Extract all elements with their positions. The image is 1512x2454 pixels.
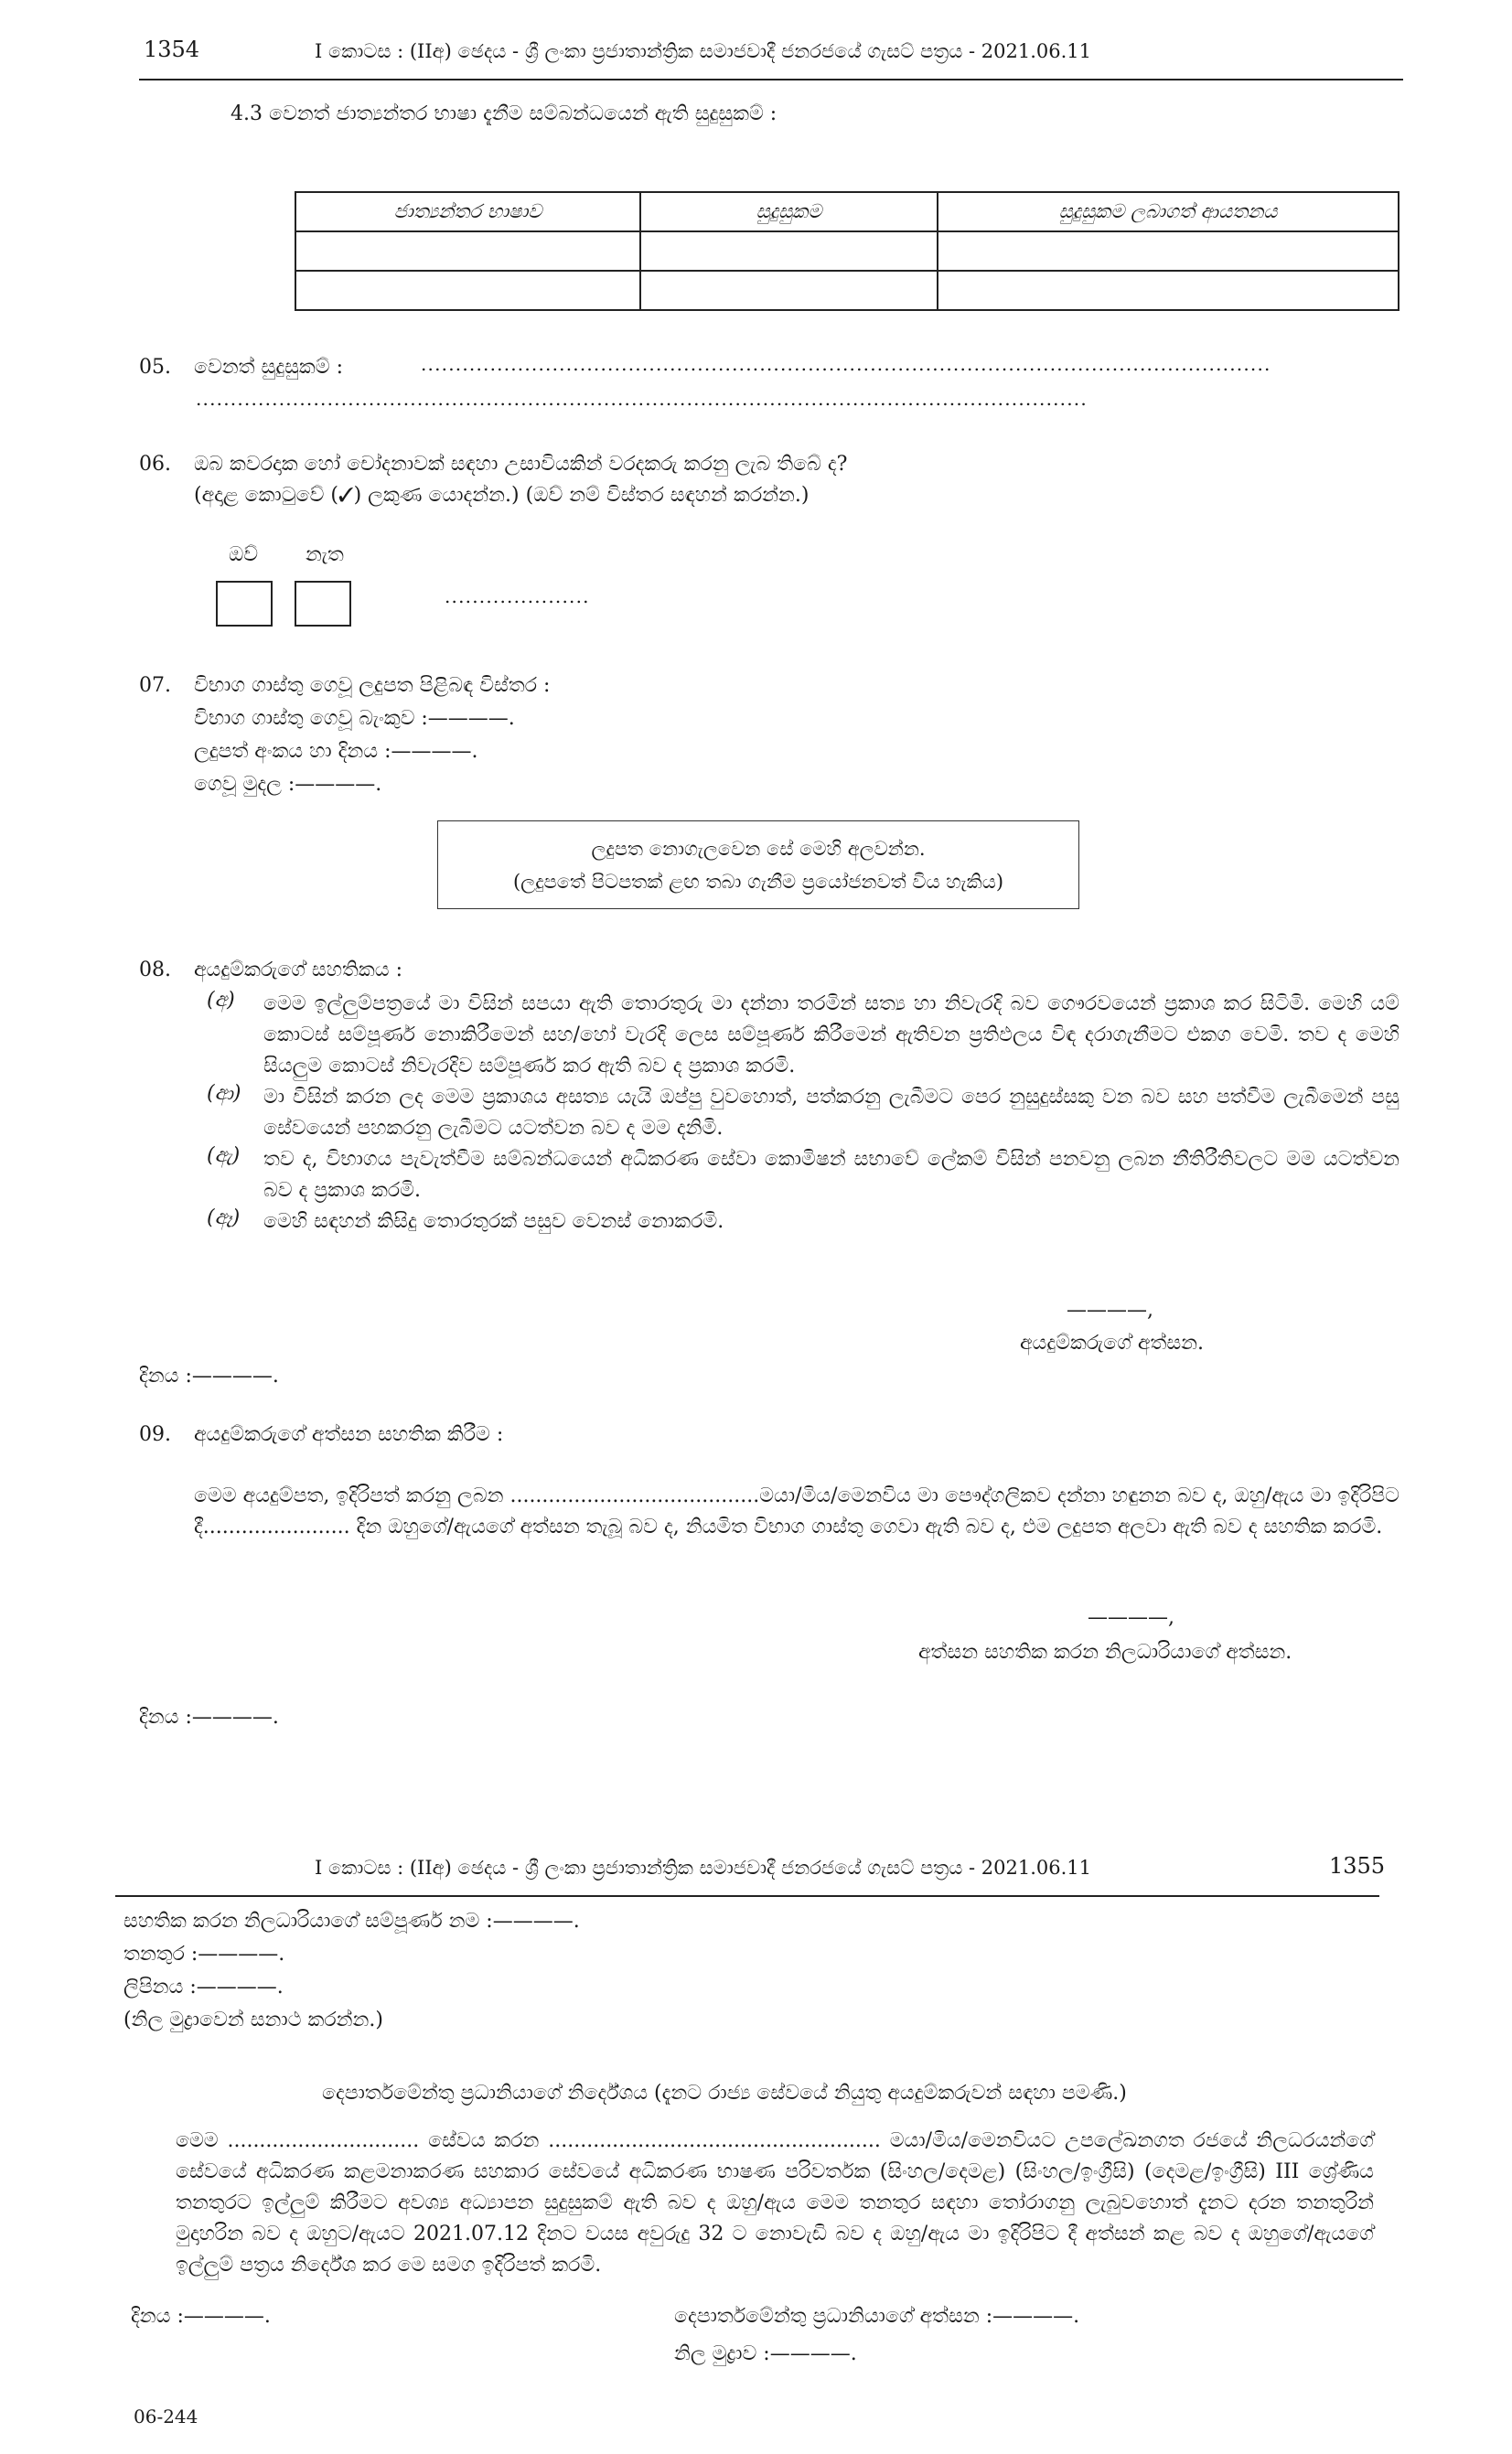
section-06-question: ඔබ කවරදාක හෝ චෝදනාවක් සඳහා උසාවියකින් වරදකරු කරනු ලැබ තිබේ ද? <box>194 453 848 476</box>
clause-aee-text: මෙහි සඳහන් කිසිදු තොරතුරක් පසුව වෙනස් නොකරමි. <box>263 1210 724 1233</box>
date-field-2[interactable]: දිනය :————. <box>139 1706 279 1729</box>
table-cell[interactable] <box>938 231 1399 271</box>
section-05-number: 05. <box>139 356 171 379</box>
section-09-text: මෙම අයදුම්පත, ඉදිරිපත් කරනු ලබන .......................................මයා/මිය/මෙනවිය මා පෞද්ගලිකව දන්නා හඳුනන බව ද, ඔහු/ඇය මා ඉදිරිපිට දී....................... දින ඔහුගේ/ඇයගේ අත්සන තැබූ බව ද, නියමිත විභාග ගාස්තු ගෙවා ඇති බව ද, එම ලදුපත අලවා ඇති බව ද සහතික කරමි. <box>194 1484 1399 1538</box>
no-checkbox[interactable] <box>295 581 351 627</box>
table-cell[interactable] <box>295 231 640 271</box>
yes-label: ඔව් <box>229 543 259 566</box>
page-header-2: I කොටස : (IIඅ) ඡෙදය - ශ්‍රී ලංකා ප්‍රජාතාන්ත්‍රික සමාජවාදී ජනරජයේ ගැසට් පත්‍රය - 2021.06.11 <box>315 1857 1092 1879</box>
section-4-3-title: 4.3 වෙනත් ජාත්‍යන්තර භාෂා දැනීම සම්බන්ධයෙන් ඇති සුදුසුකම් : <box>231 102 777 125</box>
header-rule-2 <box>115 1895 1379 1897</box>
certifier-address-field[interactable]: ලිපිනය :————. <box>123 1976 284 1999</box>
applicant-signature-line[interactable]: ————, <box>1067 1299 1153 1322</box>
fee-bank-field[interactable]: විභාග ගාස්තු ගෙවූ බැංකුව :————. <box>194 707 515 730</box>
section-07-number: 07. <box>139 674 171 697</box>
date-field-3[interactable]: දිනය :————. <box>131 2305 271 2328</box>
col-header-qualification: සුදුසුකම <box>640 192 938 231</box>
applicant-signature-label: අයදුම්කරුගේ අත්සන. <box>1020 1332 1205 1355</box>
table-cell[interactable] <box>295 271 640 310</box>
no-label: නැත <box>306 543 344 566</box>
footer-code: 06-244 <box>134 2406 198 2427</box>
clause-ae-text: තව ද, විභාගය පැවැත්වීම සම්බන්ධයෙන් අධිකරණ සේවා කොමිෂන් සභාවේ ලේකම් විසින් පනවනු ලබන නීතිරීතිවලට මම යටත්වන බව ද ප්‍රකාශ කරමි. <box>263 1148 1399 1202</box>
dept-recommendation-text: මෙම .............................. සේවය කරන .................................................... මයා/මිය/මෙනවියට උපලේඛනගත රජයේ නිලධරයන්ගේ සේවයේ අධිකරණ කළමනාකරණ සහකාර සේවයේ අධිකරණ භාෂණ පරිවර්තක (සිංහල/දෙමළ) (සිංහල/ඉංග්‍රීසි) (දෙමළ/ඉංග්‍රීසි) III ශ්‍රේණිය තනතුරට ඉල්ලුම් කිරීමට අවශ්‍ය අධ්‍යාපන සුදුසුකම් ඇති බව ද ඔහු/ඇය මෙම තනතුර සඳහා තෝරාගනු ලැබුවහොත් දැනට දරන තනතුරින් මුදාහරින බව ද ඔහුට/ඇයට 2021.07.12 දිනට වයස අවුරුදු 32 ට නොවැඩි බව ද ඔහු/ඇය මා ඉදිරිපිට දී අත්සන් කළ බව ද ඔහුගේ/ඇයගේ ඉල්ලුම් පත්‍රය නිර්දේශ කර මෙ සමග ඉදිරිපත් කරමි. <box>176 2129 1374 2277</box>
section-05-label: වෙනත් සුදුසුකම් : <box>194 356 344 379</box>
section-06-instructions: (අදාළ කොටුවේ (✓) ලකුණ යොදන්න.) (ඔව් නම් විස්තර සඳහන් කරන්න.) <box>194 484 810 507</box>
clause-a-marker: (අ) <box>207 989 235 1012</box>
page-number: 1354 <box>144 37 200 62</box>
clause-aee-marker: (ඈ) <box>207 1206 241 1229</box>
receipt-number-date-field[interactable]: ලදුපත් අංකය හා දිනය :————. <box>194 740 478 763</box>
table-row <box>295 231 1399 271</box>
clause-aa-text: මා විසින් කරන ලද මෙම ප්‍රකාශය අසත්‍ය යැයි ඔප්පු වුවහොත්, පත්කරනු ලැබීමට පෙර නුසුදුස්සකු වන බව සහ පත්වීම ලැබීමෙන් පසු සේවයෙන් පහකරනු ලැබීමට යටත්වන බව ද මම දනිමි. <box>263 1086 1399 1140</box>
certifier-signature-line[interactable]: ————, <box>1088 1606 1174 1629</box>
certifier-signature-label: අත්සන සහතික කරන නිලධාරියාගේ අත්සන. <box>918 1641 1292 1664</box>
section-06-number: 06. <box>139 453 171 476</box>
clause-aa-marker: (ආ) <box>207 1082 241 1105</box>
dept-head-signature-field[interactable]: දෙපාර්තමේන්තු ප්‍රධානියාගේ අත්සන :————. <box>674 2305 1080 2328</box>
table-cell[interactable] <box>640 271 938 310</box>
section-08-title: අයදුම්කරුගේ සහතිකය : <box>194 959 403 981</box>
certifier-full-name-field[interactable]: සහතික කරන නිලධාරියාගේ සම්පූර්ණ නම :————. <box>123 1910 580 1933</box>
table-cell[interactable] <box>938 271 1399 310</box>
section-07-title: විභාග ගාස්තු ගෙවූ ලදුපත පිළිබඳ විස්තර : <box>194 674 551 697</box>
table-cell[interactable] <box>640 231 938 271</box>
receipt-paste-box[interactable] <box>437 820 1079 909</box>
receipt-box-note: (ලදුපතේ පිටපතක් ළඟ තබා ගැනීම ප්‍රයෝජනවත් විය හැකිය) <box>512 871 1004 893</box>
page-header: I කොටස : (IIඅ) ඡෙදය - ශ්‍රී ලංකා ප්‍රජාතාන්ත්‍රික සමාජවාදී ජනරජයේ ගැසට් පත්‍රය - 2021.06.11 <box>315 40 1092 62</box>
clause-ae-marker: (ඇ) <box>207 1144 241 1167</box>
page-number-2: 1355 <box>1329 1853 1386 1879</box>
section-08-number: 08. <box>139 959 171 981</box>
official-seal-field[interactable]: නිල මුද්‍රාව :————. <box>674 2342 857 2365</box>
yes-checkbox[interactable] <box>216 581 273 627</box>
table-row <box>295 271 1399 310</box>
receipt-box-instruction: ලදුපත නොගැලවෙන සේ මෙහි අලවන්න. <box>591 838 926 860</box>
language-qualifications-table <box>295 191 1399 311</box>
amount-paid-field[interactable]: ගෙවූ මුදල :————. <box>194 773 382 796</box>
other-qualifications-field[interactable]: ........................................................................................................................... <box>421 353 1271 375</box>
col-header-institution: සුදුසුකම ලබාගත් ආයතනය <box>938 192 1399 231</box>
section-09-title: අයදුම්කරුගේ අත්සන සහතික කිරීම : <box>194 1423 504 1446</box>
dept-recommendation-title: දෙපාර්තමේන්තු ප්‍රධානියාගේ නිර්දේශය (දැනට රාජ්‍ය සේවයේ නියුතු අයදුම්කරුවන් සඳහා පමණි.) <box>322 2082 1127 2105</box>
certifier-post-field[interactable]: තනතුර :————. <box>123 1943 285 1966</box>
date-field-1[interactable]: දිනය :————. <box>139 1365 279 1388</box>
other-qualifications-field-line2[interactable]: ................................................................................................................................. <box>196 388 1088 410</box>
conviction-details-field[interactable]: ..................... <box>445 585 590 607</box>
clause-a-text: මෙම ඉල්ලුම්පත්‍රයේ මා විසින් සපයා ඇති තොරතුරු මා දන්නා තරමින් සත්‍ය හා නිවැරදි බව ගෞරවයෙන් ප්‍රකාශ කර සිටිමි. මෙහි යම් කොටස් සම්පූර්ණ නොකිරීමෙන් සහ/හෝ වැරදි ලෙස සම්පූර්ණ කිරීමෙන් ඇතිවන ප්‍රතිඵලය විඳ දරාගැනීමට එකග වෙමි. තව ද මෙහි සියලුම කොටස් නිවැරදිව සම්පූර්ණ කර ඇති බව ද ප්‍රකාශ කරමි. <box>263 992 1399 1077</box>
seal-note: (නිල මුද්‍රාවෙන් සනාථ කරන්න.) <box>123 2009 383 2031</box>
col-header-language: ජාත්‍යන්තර භාෂාව <box>295 192 640 231</box>
section-09-number: 09. <box>139 1423 171 1446</box>
header-rule <box>139 79 1403 80</box>
